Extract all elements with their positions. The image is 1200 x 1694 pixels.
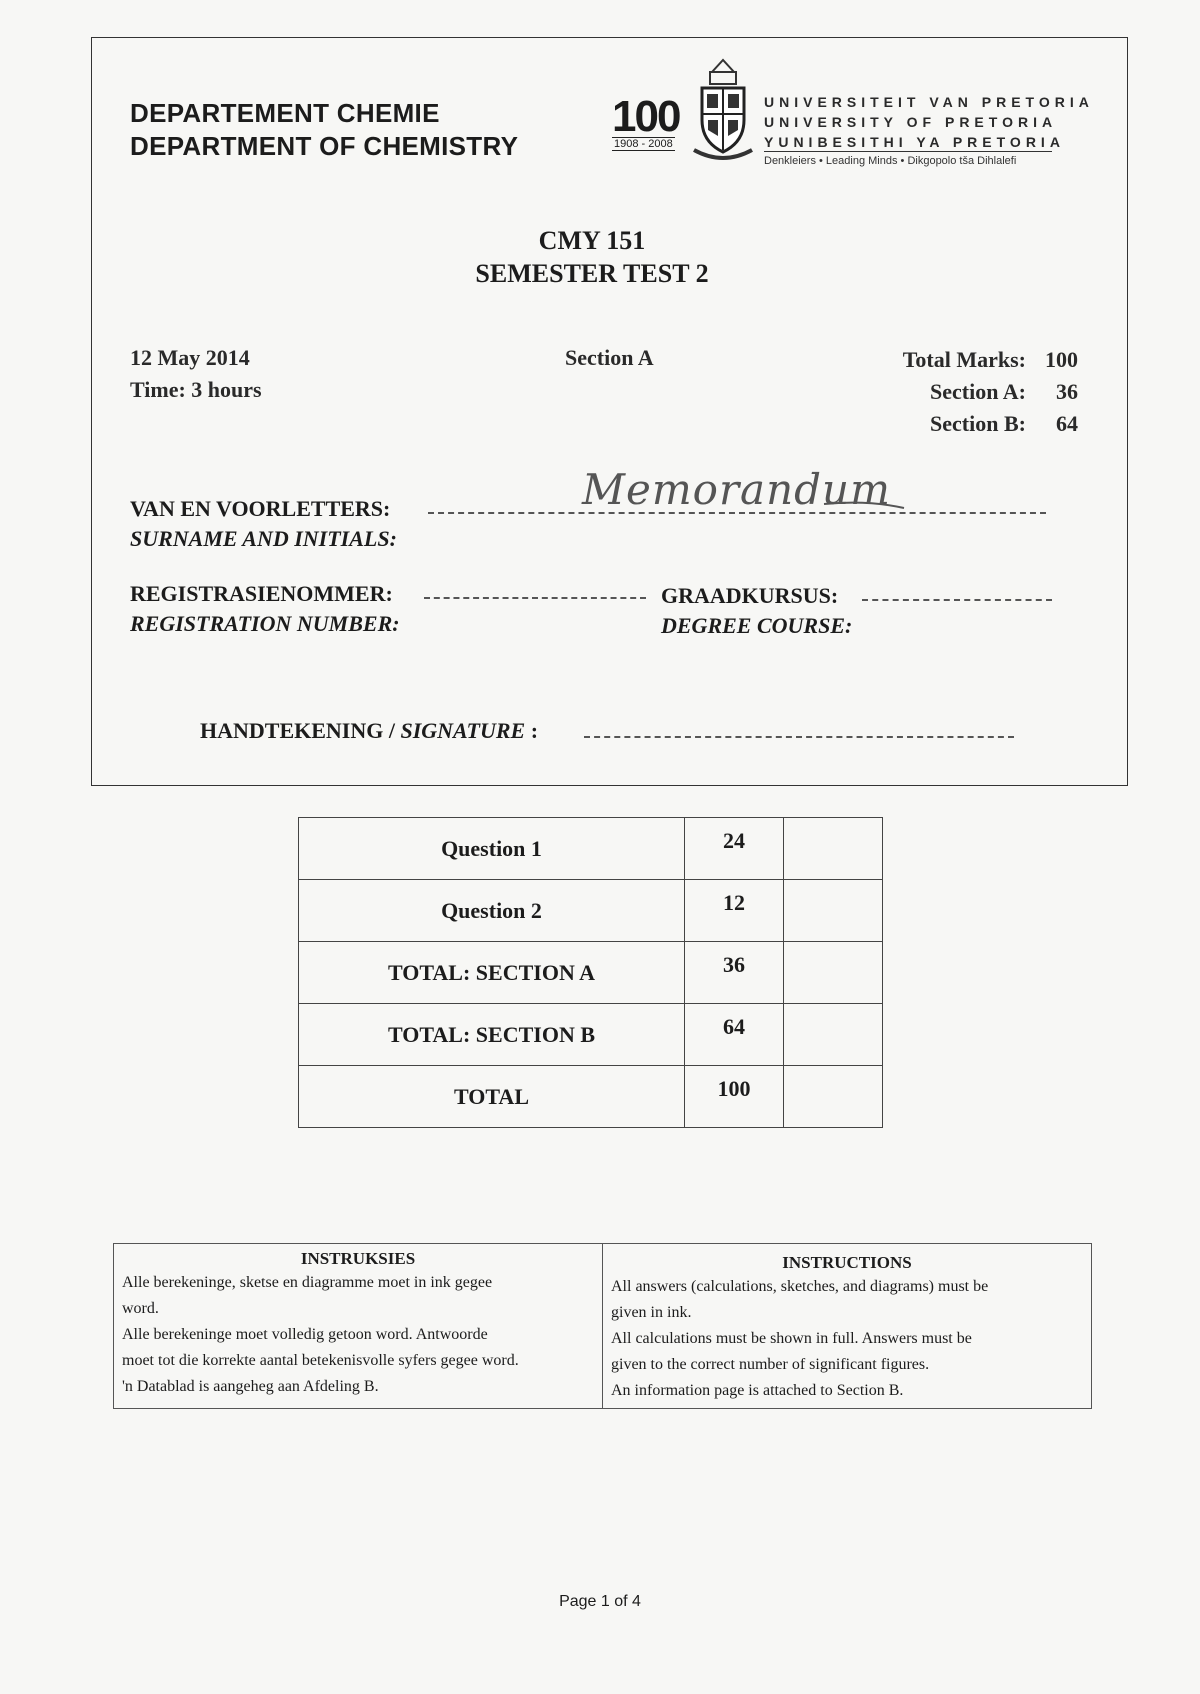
table-row [299, 1004, 883, 1066]
centenary-years: 1908 - 2008 [614, 138, 673, 150]
total-marks-label: Total Marks: [902, 347, 1026, 372]
department-af: DEPARTEMENT CHEMIE [130, 98, 440, 128]
table-row [299, 818, 883, 880]
marks-table [298, 817, 883, 1128]
section-b-label: Section B: [930, 411, 1026, 436]
table-row [299, 1066, 883, 1128]
signature-line[interactable] [584, 736, 1014, 738]
degree-line[interactable] [862, 599, 1052, 601]
marks-row-label: TOTAL [299, 1066, 685, 1128]
marks-row-value: 64 [685, 1004, 784, 1066]
instructions-en-heading: INSTRUCTIONS [782, 1253, 912, 1272]
marks-row-label: TOTAL: SECTION B [299, 1004, 685, 1066]
marks-row-label: TOTAL: SECTION A [299, 942, 685, 1004]
marks-row-score-cell[interactable] [784, 880, 883, 942]
surname-label-en: SURNAME AND INITIALS: [130, 526, 397, 551]
marks-row-label: Question 2 [299, 880, 685, 942]
signature-label-af: HANDTEKENING / [200, 718, 395, 743]
marks-row-score-cell[interactable] [784, 942, 883, 1004]
instructions-af-line: word. [122, 1300, 159, 1317]
university-name-en: UNIVERSITY OF PRETORIA [764, 114, 1058, 130]
registration-line[interactable] [424, 597, 646, 599]
section-a-label: Section A: [930, 379, 1026, 404]
instructions-en-line: All calculations must be shown in full. Answers must be [611, 1330, 972, 1347]
instructions-af-line: moet tot die korrekte aantal betekenisvolle syfers gegee word. [122, 1352, 519, 1369]
instructions-en-line: given to the correct number of significant figures. [611, 1356, 930, 1373]
section-a-value: 36 [1056, 379, 1078, 404]
marks-row-score-cell[interactable] [784, 1004, 883, 1066]
university-name-af: UNIVERSITEIT VAN PRETORIA [764, 94, 1094, 110]
instructions-en-line: All answers (calculations, sketches, and diagrams) must be [611, 1278, 989, 1295]
signature-colon: : [530, 718, 539, 743]
surname-label-af: VAN EN VOORLETTERS: [130, 496, 391, 521]
degree-label-en: DEGREE COURSE: [661, 613, 853, 638]
instructions-af-heading: INSTRUKSIES [300, 1249, 416, 1268]
total-marks-value: 100 [1045, 347, 1078, 372]
section-b-value: 64 [1056, 411, 1078, 436]
marks-row-score-cell[interactable] [784, 818, 883, 880]
department-en: DEPARTMENT OF CHEMISTRY [130, 131, 519, 161]
marks-row-value: 100 [685, 1066, 784, 1128]
instructions-af [114, 1244, 603, 1409]
instructions-en-line: given in ink. [611, 1304, 692, 1321]
svg-text:Memorandum: Memorandum [582, 465, 891, 514]
marks-row-value: 36 [685, 942, 784, 1004]
marks-row-value: 24 [685, 818, 784, 880]
table-row [299, 880, 883, 942]
instructions-af-line: Alle berekeninge moet volledig getoon word. Antwoorde [122, 1326, 488, 1343]
instructions-af-line: 'n Datablad is aangeheg aan Afdeling B. [122, 1378, 379, 1395]
exam-date: 12 May 2014 [130, 345, 250, 370]
university-rule [764, 151, 1052, 152]
course-code: CMY 151 [538, 226, 646, 255]
registration-label-af: REGISTRASIENOMMER: [130, 581, 393, 606]
handwritten-memorandum [578, 452, 908, 522]
university-name-st: YUNIBESITHI YA PRETORIA [764, 134, 1065, 150]
exam-time: Time: 3 hours [130, 377, 262, 402]
signature-label [200, 718, 538, 744]
instructions-en-line: An information page is attached to Section B. [611, 1382, 904, 1399]
university-motto: Denkleiers • Leading Minds • Dikgopolo tša Dihlalefi [764, 155, 1017, 167]
instructions-af-line: Alle berekeninge, sketse en diagramme moet in ink gegee [122, 1274, 493, 1291]
marks-row-value: 12 [685, 880, 784, 942]
table-row [299, 942, 883, 1004]
marks-row-score-cell[interactable] [784, 1066, 883, 1128]
university-crest-icon [690, 58, 756, 166]
test-title: SEMESTER TEST 2 [475, 259, 709, 288]
instructions-en [603, 1244, 1092, 1409]
section-label: Section A [565, 345, 654, 370]
degree-label-af: GRAADKURSUS: [661, 583, 839, 608]
signature-label-en: SIGNATURE [400, 718, 526, 743]
marks-row-label: Question 1 [299, 818, 685, 880]
instructions-table [113, 1243, 1092, 1409]
centenary-number: 100 [612, 92, 680, 141]
page-number: Page 1 of 4 [559, 1593, 641, 1610]
registration-label-en: REGISTRATION NUMBER: [130, 611, 400, 636]
